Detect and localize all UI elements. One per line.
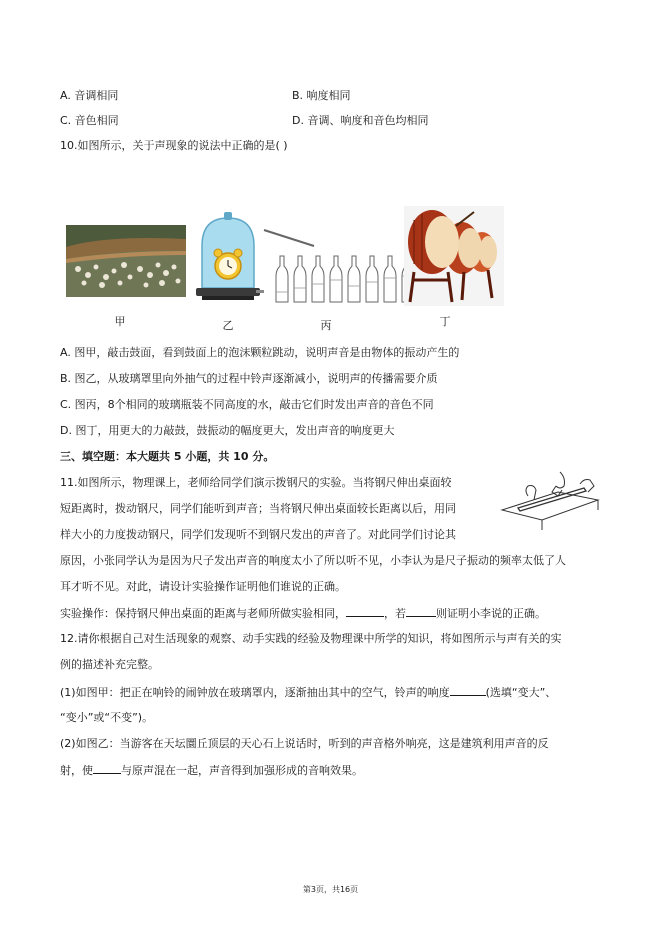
caption-bing: 丙	[320, 319, 332, 332]
q11-line-1: 11.如图所示，物理课上，老师给同学们演示拨钢尺的实验。当将钢尺伸出桌面较	[60, 476, 452, 489]
q11-blank-1[interactable]	[346, 606, 384, 617]
figure-ding-drums	[404, 206, 504, 306]
q12-part-2-line-2: 射，使 与原声混在一起，声音得到加强形成的音响效果。	[60, 764, 363, 777]
q12-part-1-options: “变小”或“不变”)。	[60, 711, 154, 724]
q11-blank-2[interactable]	[406, 606, 436, 617]
q12-blank-1[interactable]	[450, 685, 486, 696]
q12-part-2-line: (2)如图乙：当游客在天坛圜丘顶层的天心石上说话时，听到的声音格外响亮，这是建筑利用声音的反	[60, 737, 549, 750]
q11-line-4: 原因，小张同学认为是因为尺子发出声音的响度太小了所以听不见，小李认为是尺子振动的频率太低了人	[60, 554, 566, 567]
caption-jia: 甲	[114, 315, 126, 328]
page-footer: 第3页，共16页	[302, 885, 359, 894]
q11-line-3: 样大小的力度拨动钢尺，同学们发现听不到钢尺发出的声音了。对此同学们讨论其	[60, 528, 456, 541]
q9-option-c: C. 音色相同	[60, 114, 119, 127]
q12-line-2: 例的描述补充完整。	[60, 658, 159, 671]
q10-stem: 10.如图所示，关于声现象的说法中正确的是( )	[60, 139, 288, 152]
q11-line-5: 耳才听不见。对此，请设计实验操作证明他们谁说的正确。	[60, 580, 346, 593]
q10-option-d: D. 图丁，用更大的力敲鼓，鼓振动的幅度更大，发出声音的响度更大	[60, 424, 395, 437]
figure-bing-eight-bottles	[262, 226, 412, 304]
q10-option-c: C. 图丙，8个相同的玻璃瓶装不同高度的水，敲击它们时发出声音的音色不同	[60, 398, 434, 411]
figure-jia-drum-foam	[66, 225, 186, 297]
figure-yi-bell-jar-clock	[192, 210, 264, 302]
caption-yi: 乙	[222, 319, 234, 332]
caption-ding: 丁	[439, 315, 451, 328]
q12-part-1-line: (1)如图甲：把正在响铃的闹钟放在玻璃罩内，逐渐抽出其中的空气，铃声的响度 (选填“变大”、	[60, 686, 557, 699]
q11-experiment-line: 实验操作：保持钢尺伸出桌面的距离与老师所做实验相同， ，若 则证明小李说的正确。	[60, 607, 546, 620]
q10-option-a: A. 图甲，敲击鼓面，看到鼓面上的泡沫颗粒跳动，说明声音是由物体的振动产生的	[60, 346, 460, 359]
section-heading-fill-in: 三、填空题：本大题共 5 小题，共 10 分。	[60, 450, 275, 463]
figure-ruler-on-desk	[498, 470, 602, 532]
q9-option-d: D. 音调、响度和音色均相同	[292, 114, 429, 127]
q9-option-b: B. 响度相同	[292, 89, 351, 102]
q11-line-2: 短距离时，拨动钢尺，同学们能听到声音；当将钢尺伸出桌面较长距离以后，用同	[60, 502, 456, 515]
q10-option-b: B. 图乙，从玻璃罩里向外抽气的过程中铃声逐渐减小，说明声的传播需要介质	[60, 372, 438, 385]
q12-line-1: 12.请你根据自己对生活现象的观察、动手实践的经验及物理课中所学的知识，将如图所示与声有关的实	[60, 632, 562, 645]
q9-option-a: A. 音调相同	[60, 89, 119, 102]
q12-blank-2[interactable]	[93, 763, 121, 774]
